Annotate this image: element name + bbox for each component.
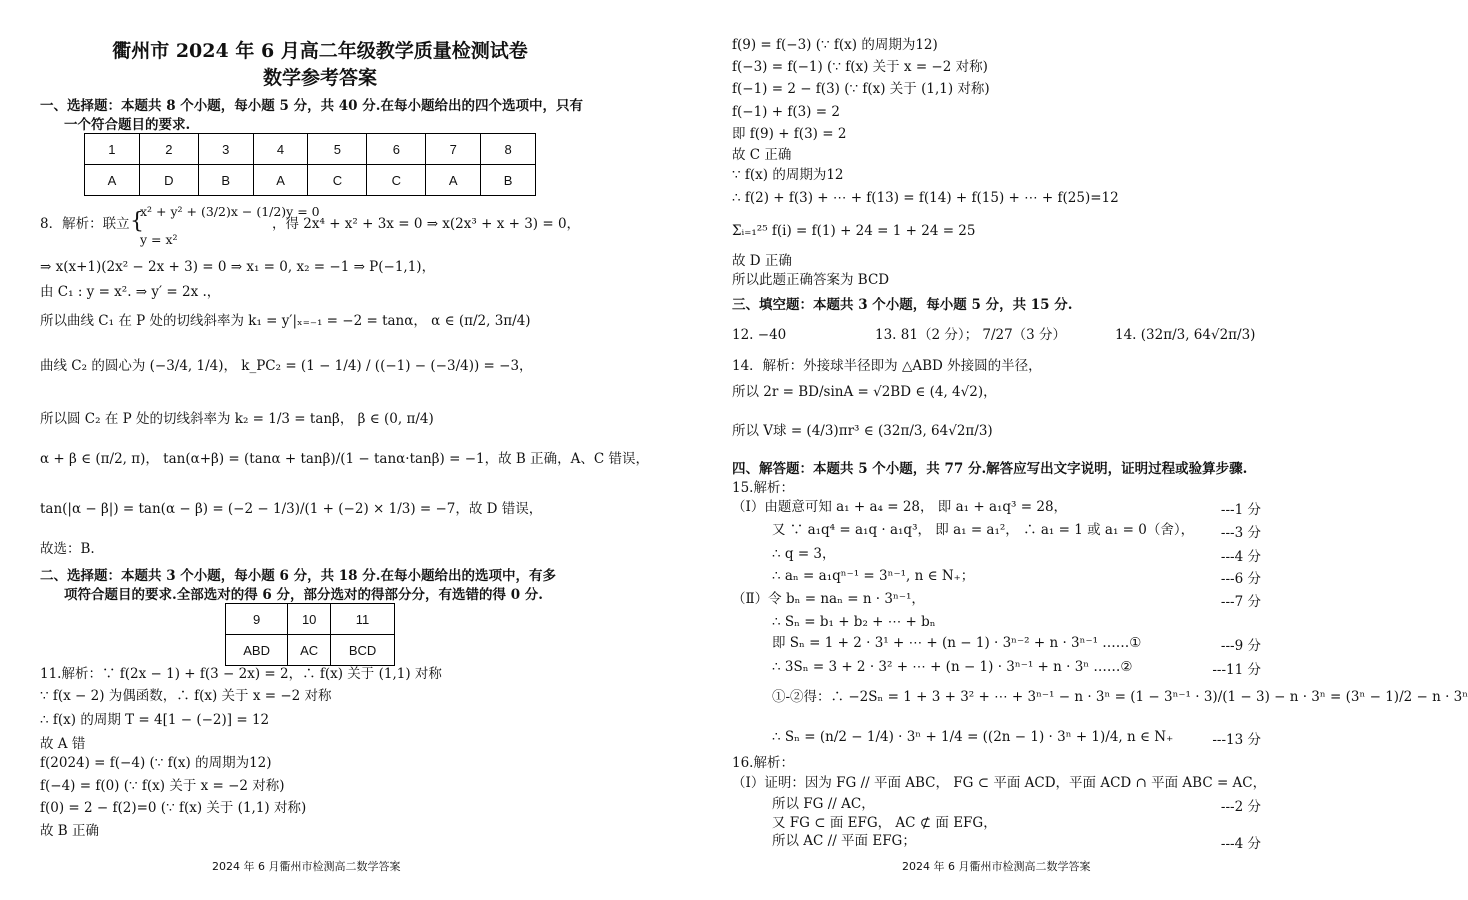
multi-answer-table	[225, 603, 395, 666]
q14-solution-line: 所以 V球 = (4/3)πr³ ∈ (32π/3, 64√2π/3)	[732, 423, 993, 439]
q8-system-eq1: x² + y² + (3/2)x − (1/2)y = 0	[140, 204, 320, 219]
q8-line: 由 C₁ : y = x². ⇒ y′ = 2x .，	[40, 284, 221, 300]
table-cell: C	[308, 165, 367, 196]
q11-line: f(2024) = f(−4) (∵ f(x) 的周期为12)	[40, 755, 272, 771]
answer-12: 12. −40	[732, 327, 787, 343]
q11-cont-line: 故 C 正确	[732, 147, 792, 163]
q8-intro: 8．解析：联立	[40, 216, 130, 232]
answer-13: 13. 81（2 分）； 7/27（3 分）	[875, 327, 1067, 343]
solution-step: ∴ Sₙ = b₁ + b₂ + ⋯ + bₙ	[772, 614, 936, 630]
score-mark: ---13 分	[1212, 732, 1261, 748]
section4-heading: 四、解答题：本题共 5 个小题，共 77 分.解答应写出文字说明，证明过程或验算步骤.	[732, 461, 1248, 477]
table-cell: ABD	[226, 635, 288, 666]
score-mark: ---11 分	[1212, 662, 1261, 678]
q8-line: tan(|α − β|) = tan(α − β) = (−2 − 1/3)/(1 + (−2) × 1/3) = −7，故 D 错误，	[40, 501, 543, 517]
page-footer: 2024 年 6 月衢州市检测高二数学答案	[902, 860, 1091, 873]
score-mark: ---7 分	[1220, 594, 1261, 610]
section2-heading: 二、选择题：本题共 3 个小题，每小题 6 分，共 18 分.在每小题给出的选项中，有多	[40, 568, 556, 584]
q11-line: 11.解析：∵ f(2x − 1) + f(3 − 2x) = 2，∴ f(x) 关于 (1,1) 对称	[40, 666, 442, 682]
section1-heading: 一、选择题：本题共 8 个小题，每小题 5 分，共 40 分.在每小题给出的四个选项中，只有	[40, 98, 583, 114]
score-mark: ---2 分	[1220, 799, 1261, 815]
table-cell: 11	[331, 604, 395, 635]
score-mark: ---1 分	[1220, 502, 1261, 518]
table-row-answers	[85, 165, 536, 196]
solution-step: ∴ q = 3，	[772, 546, 836, 562]
answer-14: 14. (32π/3, 64√2π/3)	[1115, 327, 1256, 343]
table-cell: AC	[288, 635, 331, 666]
solution-step: 又 ∵ a₁q⁴ = a₁q · a₁q³， 即 a₁ = a₁²， ∴ a₁ = 1 或 a₁ = 0（舍），	[772, 522, 1195, 538]
q15-heading: 15.解析：	[732, 480, 794, 496]
q11-cont-line: f(9) = f(−3) (∵ f(x) 的周期为12)	[732, 37, 938, 53]
score-mark: ---4 分	[1220, 836, 1261, 852]
q14-solution-line: 14．解析：外接球半径即为 △ABD 外接圆的半径，	[732, 358, 1042, 374]
q8-line: 所以圆 C₂ 在 P 处的切线斜率为 k₂ = 1/3 = tanβ， β ∈ (0, π/4)	[40, 411, 434, 427]
table-cell: 9	[226, 604, 288, 635]
q8-conclusion: 故选：B.	[40, 541, 95, 557]
q11-cont-line: f(−1) = 2 − f(3) (∵ f(x) 关于 (1,1) 对称)	[732, 81, 990, 97]
solution-step: （Ⅱ）令 bₙ = naₙ = n · 3ⁿ⁻¹，	[732, 591, 925, 607]
q8-line: ⇒ x(x+1)(2x² − 2x + 3) = 0 ⇒ x₁ = 0, x₂ = −1 ⇒ P(−1,1)，	[40, 259, 436, 275]
document-title: 衢州市 2024 年 6 月高二年级教学质量检测试卷	[112, 40, 528, 62]
section1-heading-cont: 一个符合题目的要求.	[64, 117, 191, 133]
table-cell: A	[85, 165, 140, 196]
table-cell: 10	[288, 604, 331, 635]
solution-step: 所以 FG // AC，	[772, 796, 875, 812]
score-mark: ---4 分	[1220, 549, 1261, 565]
table-cell: 1	[85, 134, 140, 165]
solution-step: ∴ Sₙ = (n/2 − 1/4) · 3ⁿ + 1/4 = ((2n − 1) · 3ⁿ + 1)/4, n ∈ N₊	[772, 729, 1174, 745]
q11-cont-line: f(−1) + f(3) = 2	[732, 104, 840, 120]
solution-step: 所以 AC // 平面 EFG；	[772, 833, 916, 849]
q11-cont-line: ∵ f(x) 的周期为12	[732, 167, 844, 183]
q11-cont-line: ∴ f(2) + f(3) + ⋯ + f(13) = f(14) + f(15) + ⋯ + f(25)=12	[732, 190, 1119, 206]
table-cell: 4	[253, 134, 308, 165]
score-mark: ---3 分	[1220, 525, 1261, 541]
q11-cont-line: Σᵢ₌₁²⁵ f(i) = f(1) + 24 = 1 + 24 = 25	[732, 223, 976, 239]
section2-heading-cont: 项符合题目的要求.全部选对的得 6 分，部分选对的得部分分，有选错的得 0 分.	[64, 587, 543, 603]
brace-icon: {	[130, 209, 144, 234]
table-cell: C	[367, 165, 426, 196]
right-page	[640, 0, 1468, 900]
q11-line: 故 A 错	[40, 736, 86, 752]
q11-line: 故 B 正确	[40, 823, 100, 839]
q11-line: f(−4) = f(0) (∵ f(x) 关于 x = −2 对称)	[40, 778, 285, 794]
solution-step: ①-②得：∴ −2Sₙ = 1 + 3 + 3² + ⋯ + 3ⁿ⁻¹ − n · 3ⁿ = (1 − 3ⁿ⁻¹ · 3)/(1 − 3) − n · 3ⁿ = (3ⁿ − 1)/2 − n · 3ⁿ	[772, 689, 1468, 705]
score-mark: ---9 分	[1220, 638, 1261, 654]
table-row-numbers	[85, 134, 536, 165]
document-subtitle: 数学参考答案	[262, 67, 377, 89]
q16-heading: 16.解析：	[732, 755, 794, 771]
q8-line: 曲线 C₂ 的圆心为 (−3/4, 1/4)， k_PC₂ = (1 − 1/4) / ((−1) − (−3/4)) = −3，	[40, 358, 533, 374]
solution-step: （Ⅰ）由题意可知 a₁ + a₄ = 28， 即 a₁ + a₁q³ = 28，	[732, 499, 1068, 515]
q11-line: ∴ f(x) 的周期 T = 4[1 − (−2)] = 12	[40, 712, 270, 728]
table-cell: 7	[426, 134, 481, 165]
table-cell: D	[139, 165, 198, 196]
left-page	[0, 0, 649, 900]
table-cell: 8	[481, 134, 536, 165]
table-cell: A	[426, 165, 481, 196]
q8-system-eq2: y = x²	[140, 232, 178, 247]
table-cell: 3	[198, 134, 253, 165]
q8-line: α + β ∈ (π/2, π)， tan(α+β) = (tanα + tanβ)/(1 − tanα·tanβ) = −1，故 B 正确，A、C 错误，	[40, 451, 649, 467]
choice-answer-table	[84, 133, 536, 196]
solution-step: （Ⅰ）证明：因为 FG // 平面 ABC， FG ⊂ 平面 ACD，平面 ACD ∩ 平面 ABC = AC，	[732, 775, 1267, 791]
q8-line: 所以曲线 C₁ 在 P 处的切线斜率为 k₁ = y′|ₓ₌₋₁ = −2 = tanα， α ∈ (π/2, 3π/4)	[40, 313, 531, 329]
table-cell: BCD	[331, 635, 395, 666]
solution-step: ∴ aₙ = a₁qⁿ⁻¹ = 3ⁿ⁻¹, n ∈ N₊；	[772, 568, 975, 584]
q11-line: f(0) = 2 − f(2)=0 (∵ f(x) 关于 (1,1) 对称)	[40, 800, 307, 816]
solution-step: ∴ 3Sₙ = 3 + 2 · 3² + ⋯ + (n − 1) · 3ⁿ⁻¹ + n · 3ⁿ ……②	[772, 659, 1133, 675]
table-cell: B	[198, 165, 253, 196]
page-footer: 2024 年 6 月衢州市检测高二数学答案	[212, 860, 401, 873]
table-cell: 6	[367, 134, 426, 165]
table-cell: 2	[139, 134, 198, 165]
section3-heading: 三、填空题：本题共 3 个小题，每小题 5 分，共 15 分.	[732, 297, 1073, 313]
q14-solution-line: 所以 2r = BD/sinA = √2BD ∈ (4, 4√2)，	[732, 384, 997, 400]
q8-result: ，得 2x⁴ + x² + 3x = 0 ⇒ x(2x³ + x + 3) = 0，	[272, 216, 581, 232]
solution-step: 又 FG ⊂ 面 EFG， AC ⊄ 面 EFG，	[772, 815, 997, 831]
solution-step: 即 Sₙ = 1 + 2 · 3¹ + ⋯ + (n − 1) · 3ⁿ⁻² + n · 3ⁿ⁻¹ ……①	[772, 635, 1142, 651]
table-cell: B	[481, 165, 536, 196]
score-mark: ---6 分	[1220, 571, 1261, 587]
q11-cont-line: 故 D 正确	[732, 253, 792, 269]
table-row-answers	[226, 635, 395, 666]
table-cell: A	[253, 165, 308, 196]
table-cell: 5	[308, 134, 367, 165]
table-row-numbers	[226, 604, 395, 635]
q11-cont-line: 即 f(9) + f(3) = 2	[732, 126, 847, 142]
q11-cont-line: f(−3) = f(−1) (∵ f(x) 关于 x = −2 对称)	[732, 59, 988, 75]
q11-cont-line: 所以此题正确答案为 BCD	[732, 272, 890, 288]
q11-line: ∵ f(x − 2) 为偶函数，∴ f(x) 关于 x = −2 对称	[40, 688, 332, 704]
